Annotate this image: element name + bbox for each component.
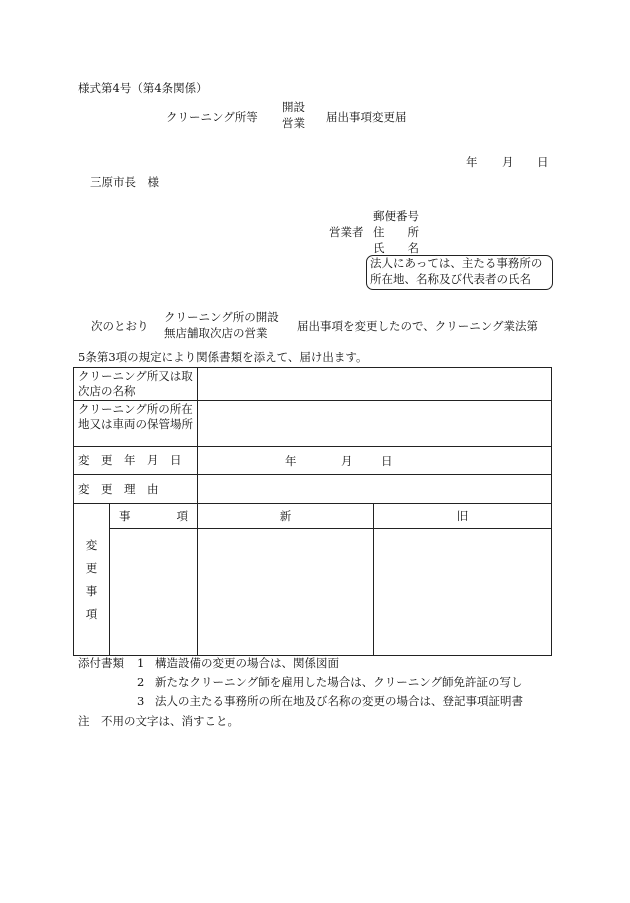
value-change-reason[interactable] — [198, 475, 552, 504]
corp-note-line-2: 所在地、名称及び代表者の氏名 — [370, 272, 531, 286]
label-changes-vertical — [74, 504, 110, 656]
value-location[interactable] — [198, 401, 552, 447]
title-open: 開設 — [282, 100, 305, 114]
corp-note-line-1: 法人にあっては、主たる事務所の — [370, 256, 543, 270]
title-suffix: 届出事項変更届 — [326, 110, 407, 124]
table-row-name — [74, 368, 552, 401]
change-details-table — [73, 367, 552, 656]
body-option-business: 無店舗取次店の営業 — [164, 326, 268, 340]
body-continuation: 届出事項を変更したので、クリーニング業法第 — [297, 319, 539, 333]
col-header-new: 新 — [198, 504, 374, 529]
vertical-char: 事 — [85, 583, 98, 598]
table-row-changes-header — [74, 504, 552, 529]
body-second-line: 5条第3項の規定により関係書類を添えて、届け出ます。 — [78, 350, 368, 364]
change-date-year: 年 — [285, 454, 297, 468]
attachment-2-text: 新たなクリーニング師を雇用した場合は、クリーニング師免許証の写し — [155, 675, 523, 689]
changes-old-cell[interactable] — [374, 529, 552, 656]
label-location: クリーニング所の所在地又は車両の保管場所 — [74, 401, 198, 447]
value-establishment-name[interactable] — [198, 368, 552, 401]
body-option-open: クリーニング所の開設 — [164, 310, 279, 324]
vertical-char: 変 — [85, 537, 98, 552]
attachment-3-text: 法人の主たる事務所の所在地及び名称の変更の場合は、登記事項証明書 — [155, 694, 523, 708]
table-row-changes-body — [74, 529, 552, 656]
change-date-day: 日 — [381, 454, 393, 468]
postal-label: 郵便番号 — [373, 209, 419, 223]
col-header-item: 事 項 — [110, 504, 198, 529]
footer-note: 注 不用の文字は、消すこと。 — [78, 714, 239, 728]
date-month: 月 — [502, 155, 514, 169]
date-day: 日 — [537, 155, 549, 169]
label-change-reason: 変 更 理 由 — [74, 475, 198, 504]
addressee: 三原市長 様 — [90, 175, 159, 189]
attachment-3-number: 3 — [137, 694, 145, 708]
change-date-month: 月 — [341, 454, 353, 468]
table-row-location — [74, 401, 552, 447]
vertical-char: 更 — [85, 560, 98, 575]
address-label: 住 所 — [373, 225, 419, 239]
label-change-date: 変 更 年 月 日 — [74, 447, 198, 475]
table-row-reason — [74, 475, 552, 504]
applicant-role: 営業者 — [329, 225, 364, 239]
title-business: 営業 — [282, 116, 305, 130]
date-year: 年 — [466, 155, 478, 169]
attachment-1-text: 構造設備の変更の場合は、関係図面 — [155, 656, 339, 670]
attachment-1-number: 1 — [137, 656, 145, 670]
changes-item-cell[interactable] — [110, 529, 198, 656]
vertical-char: 項 — [85, 606, 98, 621]
value-change-date[interactable] — [198, 447, 552, 475]
changes-new-cell[interactable] — [198, 529, 374, 656]
label-establishment-name: クリーニング所又は取次店の名称 — [74, 368, 198, 401]
attachment-2-number: 2 — [137, 675, 145, 689]
attachments-label: 添付書類 — [78, 656, 124, 670]
form-number: 様式第4号（第4条関係） — [78, 81, 208, 95]
table-row-date — [74, 447, 552, 475]
title-prefix: クリーニング所等 — [166, 110, 258, 124]
name-label: 氏 名 — [373, 241, 419, 255]
body-lead: 次のとおり — [91, 319, 149, 333]
col-header-old: 旧 — [374, 504, 552, 529]
